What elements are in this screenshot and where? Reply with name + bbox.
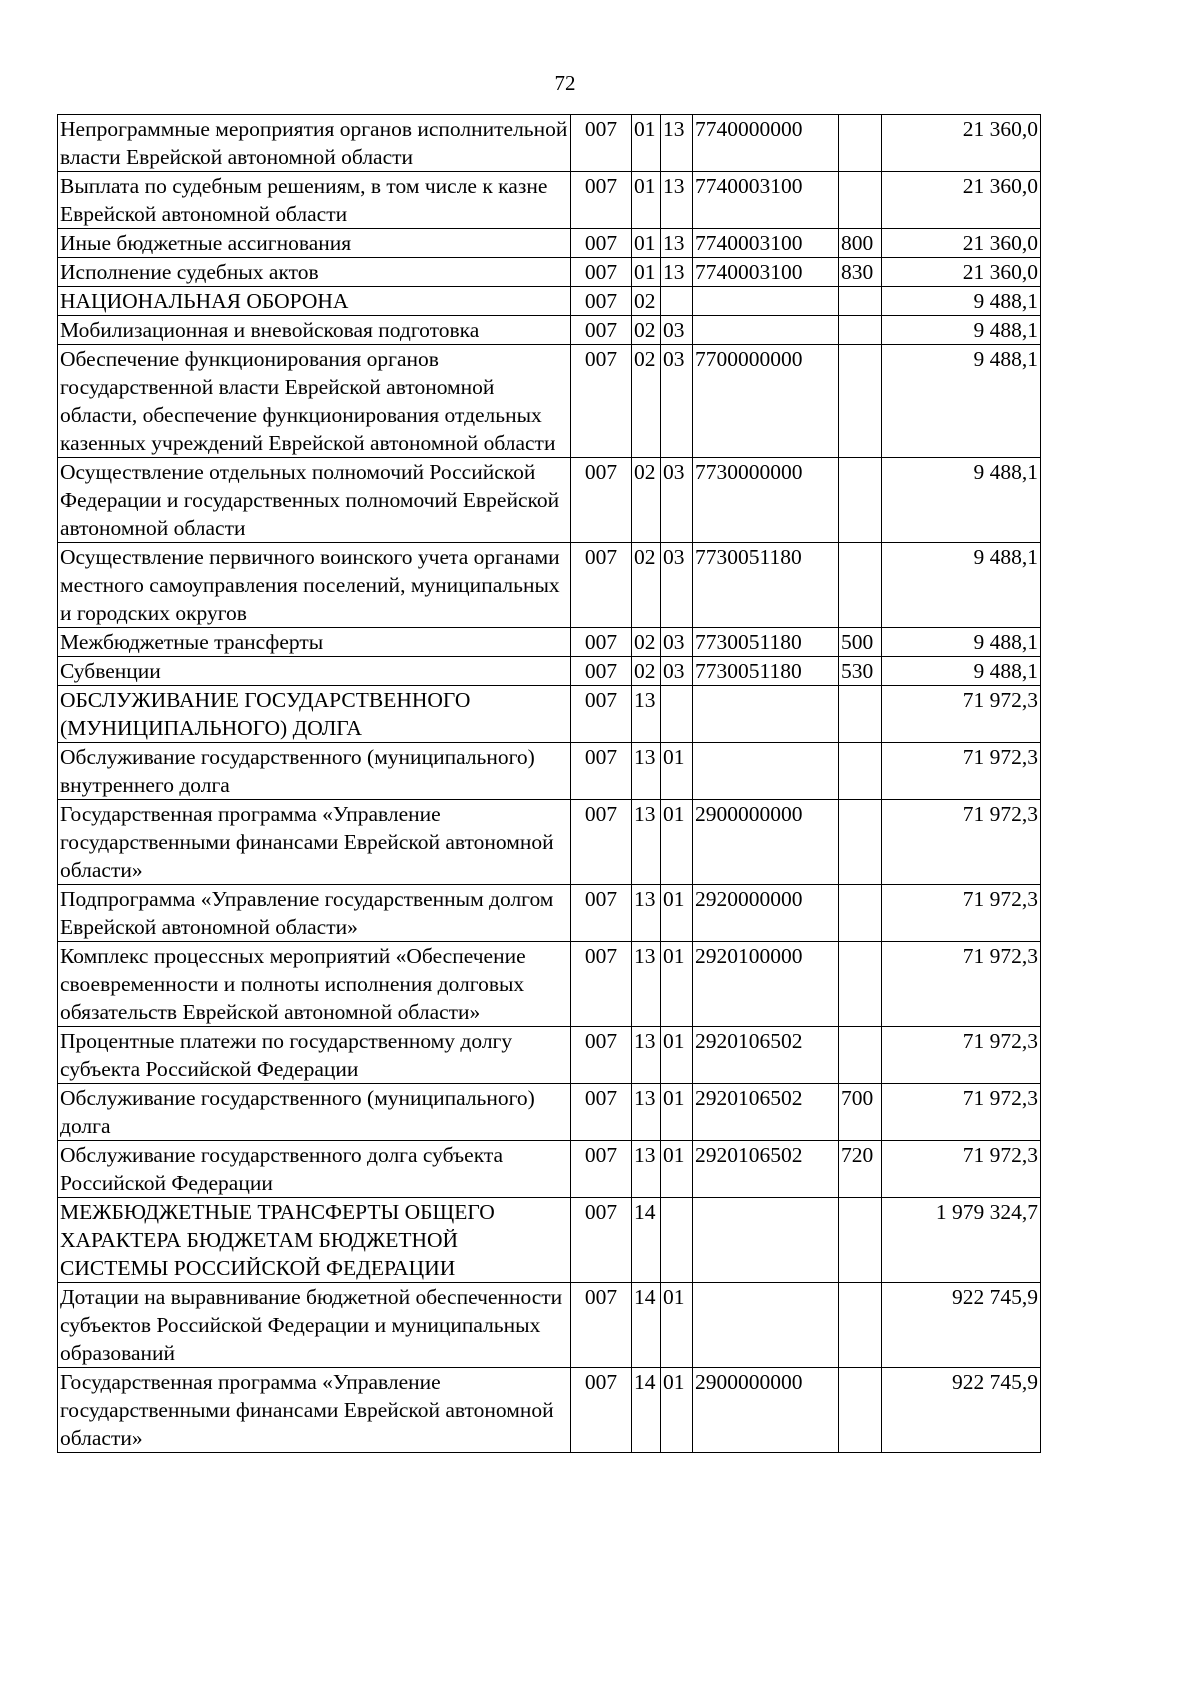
row-sum: 21 360,0 xyxy=(882,229,1041,258)
row-rz-code: 13 xyxy=(632,885,661,942)
row-pr-code xyxy=(661,287,693,316)
row-pr-code: 13 xyxy=(661,258,693,287)
row-vr-code xyxy=(839,345,882,458)
row-rz-code: 14 xyxy=(632,1198,661,1283)
budget-table xyxy=(57,114,1041,1453)
row-rz-code: 01 xyxy=(632,229,661,258)
table-row xyxy=(58,345,1041,458)
row-rz-code: 01 xyxy=(632,172,661,229)
row-rz-code: 02 xyxy=(632,287,661,316)
row-gr-code: 007 xyxy=(571,1141,632,1198)
row-name: Подпрограмма «Управление государственным долгом Еврейской автономной области» xyxy=(58,885,571,942)
row-sum: 71 972,3 xyxy=(882,686,1041,743)
row-gr-code: 007 xyxy=(571,229,632,258)
row-rz-code: 01 xyxy=(632,258,661,287)
table-row xyxy=(58,287,1041,316)
row-csr-code xyxy=(693,287,839,316)
row-pr-code: 03 xyxy=(661,628,693,657)
row-csr-code: 2920106502 xyxy=(693,1027,839,1084)
row-sum: 1 979 324,7 xyxy=(882,1198,1041,1283)
row-name: Выплата по судебным решениям, в том числе к казне Еврейской автономной области xyxy=(58,172,571,229)
row-sum: 922 745,9 xyxy=(882,1283,1041,1368)
row-pr-code xyxy=(661,1198,693,1283)
row-rz-code: 02 xyxy=(632,657,661,686)
table-row xyxy=(58,1198,1041,1283)
row-pr-code: 01 xyxy=(661,743,693,800)
row-vr-code xyxy=(839,1198,882,1283)
row-name: Межбюджетные трансферты xyxy=(58,628,571,657)
row-gr-code: 007 xyxy=(571,1084,632,1141)
row-name: НАЦИОНАЛЬНАЯ ОБОРОНА xyxy=(58,287,571,316)
row-csr-code: 7740003100 xyxy=(693,258,839,287)
row-sum: 71 972,3 xyxy=(882,800,1041,885)
table-row xyxy=(58,1027,1041,1084)
row-rz-code: 13 xyxy=(632,942,661,1027)
row-vr-code: 700 xyxy=(839,1084,882,1141)
row-csr-code xyxy=(693,316,839,345)
row-rz-code: 01 xyxy=(632,115,661,172)
row-csr-code: 7730051180 xyxy=(693,628,839,657)
row-vr-code: 500 xyxy=(839,628,882,657)
row-sum: 9 488,1 xyxy=(882,657,1041,686)
row-rz-code: 14 xyxy=(632,1283,661,1368)
row-rz-code: 02 xyxy=(632,316,661,345)
row-name: Государственная программа «Управление государственными финансами Еврейской автономной области» xyxy=(58,800,571,885)
row-gr-code: 007 xyxy=(571,1027,632,1084)
table-row xyxy=(58,172,1041,229)
row-pr-code: 03 xyxy=(661,316,693,345)
row-gr-code: 007 xyxy=(571,1198,632,1283)
row-pr-code: 01 xyxy=(661,1084,693,1141)
row-vr-code xyxy=(839,458,882,543)
row-pr-code: 01 xyxy=(661,1027,693,1084)
row-rz-code: 13 xyxy=(632,1141,661,1198)
row-pr-code: 01 xyxy=(661,1283,693,1368)
table-row xyxy=(58,229,1041,258)
row-name: Обслуживание государственного (муниципального) долга xyxy=(58,1084,571,1141)
row-name: Мобилизационная и вневойсковая подготовка xyxy=(58,316,571,345)
row-vr-code: 800 xyxy=(839,229,882,258)
table-row xyxy=(58,628,1041,657)
row-sum: 9 488,1 xyxy=(882,628,1041,657)
table-row xyxy=(58,657,1041,686)
row-vr-code xyxy=(839,743,882,800)
row-csr-code: 2920100000 xyxy=(693,942,839,1027)
row-name: Обслуживание государственного долга субъекта Российской Федерации xyxy=(58,1141,571,1198)
row-pr-code: 03 xyxy=(661,657,693,686)
row-name: Осуществление отдельных полномочий Российской Федерации и государственных полномочий Еврейской автономной области xyxy=(58,458,571,543)
row-sum: 21 360,0 xyxy=(882,172,1041,229)
table-row xyxy=(58,258,1041,287)
row-csr-code xyxy=(693,1198,839,1283)
table-row xyxy=(58,1141,1041,1198)
row-vr-code: 720 xyxy=(839,1141,882,1198)
row-gr-code: 007 xyxy=(571,172,632,229)
row-gr-code: 007 xyxy=(571,657,632,686)
row-sum: 21 360,0 xyxy=(882,115,1041,172)
row-gr-code: 007 xyxy=(571,885,632,942)
row-gr-code: 007 xyxy=(571,287,632,316)
row-name: Процентные платежи по государственному долгу субъекта Российской Федерации xyxy=(58,1027,571,1084)
row-vr-code xyxy=(839,172,882,229)
row-sum: 71 972,3 xyxy=(882,885,1041,942)
row-sum: 71 972,3 xyxy=(882,1141,1041,1198)
row-name: Государственная программа «Управление государственными финансами Еврейской автономной области» xyxy=(58,1368,571,1453)
row-pr-code: 01 xyxy=(661,885,693,942)
row-name: Иные бюджетные ассигнования xyxy=(58,229,571,258)
row-vr-code xyxy=(839,942,882,1027)
row-sum: 71 972,3 xyxy=(882,1027,1041,1084)
row-rz-code: 13 xyxy=(632,1084,661,1141)
table-row xyxy=(58,115,1041,172)
row-csr-code: 7740003100 xyxy=(693,229,839,258)
row-sum: 71 972,3 xyxy=(882,942,1041,1027)
row-gr-code: 007 xyxy=(571,258,632,287)
row-gr-code: 007 xyxy=(571,543,632,628)
row-csr-code: 7730000000 xyxy=(693,458,839,543)
row-pr-code: 01 xyxy=(661,1141,693,1198)
row-sum: 9 488,1 xyxy=(882,316,1041,345)
row-pr-code: 03 xyxy=(661,458,693,543)
row-vr-code xyxy=(839,686,882,743)
row-gr-code: 007 xyxy=(571,1368,632,1453)
table-row xyxy=(58,543,1041,628)
row-pr-code xyxy=(661,686,693,743)
row-vr-code xyxy=(839,1368,882,1453)
row-name: Исполнение судебных актов xyxy=(58,258,571,287)
row-name: Обслуживание государственного (муниципального) внутреннего долга xyxy=(58,743,571,800)
row-name: Осуществление первичного воинского учета органами местного самоуправления поселений, муниципальных и городских округов xyxy=(58,543,571,628)
row-name: МЕЖБЮДЖЕТНЫЕ ТРАНСФЕРТЫ ОБЩЕГО ХАРАКТЕРА БЮДЖЕТАМ БЮДЖЕТНОЙ СИСТЕМЫ РОССИЙСКОЙ ФЕДЕРАЦИИ xyxy=(58,1198,571,1283)
table-row xyxy=(58,1084,1041,1141)
row-csr-code: 2900000000 xyxy=(693,1368,839,1453)
row-gr-code: 007 xyxy=(571,316,632,345)
row-csr-code: 2920106502 xyxy=(693,1084,839,1141)
row-vr-code xyxy=(839,316,882,345)
row-pr-code: 03 xyxy=(661,345,693,458)
row-csr-code: 7740003100 xyxy=(693,172,839,229)
row-csr-code xyxy=(693,743,839,800)
row-vr-code xyxy=(839,287,882,316)
row-gr-code: 007 xyxy=(571,628,632,657)
row-csr-code: 7740000000 xyxy=(693,115,839,172)
row-gr-code: 007 xyxy=(571,800,632,885)
row-vr-code: 830 xyxy=(839,258,882,287)
row-csr-code: 7730051180 xyxy=(693,657,839,686)
row-name: Обеспечение функционирования органов государственной власти Еврейской автономной области, обеспечение функционирования отдельных казенных учреждений Еврейской автономной области xyxy=(58,345,571,458)
table-row xyxy=(58,800,1041,885)
row-csr-code: 7730051180 xyxy=(693,543,839,628)
row-csr-code: 2900000000 xyxy=(693,800,839,885)
row-csr-code xyxy=(693,1283,839,1368)
row-vr-code xyxy=(839,1027,882,1084)
row-rz-code: 02 xyxy=(632,345,661,458)
row-gr-code: 007 xyxy=(571,458,632,543)
row-sum: 71 972,3 xyxy=(882,743,1041,800)
row-pr-code: 03 xyxy=(661,543,693,628)
row-csr-code xyxy=(693,686,839,743)
row-rz-code: 14 xyxy=(632,1368,661,1453)
row-sum: 9 488,1 xyxy=(882,287,1041,316)
table-row xyxy=(58,743,1041,800)
page-number: 72 xyxy=(554,71,576,95)
row-vr-code xyxy=(839,1283,882,1368)
row-sum: 71 972,3 xyxy=(882,1084,1041,1141)
row-vr-code xyxy=(839,543,882,628)
table-row xyxy=(58,942,1041,1027)
row-name: Субвенции xyxy=(58,657,571,686)
row-sum: 9 488,1 xyxy=(882,345,1041,458)
row-pr-code: 13 xyxy=(661,115,693,172)
row-pr-code: 01 xyxy=(661,1368,693,1453)
row-rz-code: 02 xyxy=(632,543,661,628)
row-sum: 922 745,9 xyxy=(882,1368,1041,1453)
row-gr-code: 007 xyxy=(571,686,632,743)
table-row xyxy=(58,885,1041,942)
table-row xyxy=(58,316,1041,345)
row-rz-code: 13 xyxy=(632,800,661,885)
table-row xyxy=(58,686,1041,743)
row-csr-code: 7700000000 xyxy=(693,345,839,458)
row-rz-code: 02 xyxy=(632,458,661,543)
row-gr-code: 007 xyxy=(571,345,632,458)
row-pr-code: 01 xyxy=(661,800,693,885)
table-row xyxy=(58,458,1041,543)
row-vr-code xyxy=(839,885,882,942)
row-pr-code: 13 xyxy=(661,229,693,258)
row-vr-code xyxy=(839,115,882,172)
row-name: Непрограммные мероприятия органов исполнительной власти Еврейской автономной области xyxy=(58,115,571,172)
row-name: Дотации на выравнивание бюджетной обеспеченности субъектов Российской Федерации и муниципальных образований xyxy=(58,1283,571,1368)
row-rz-code: 13 xyxy=(632,1027,661,1084)
row-sum: 21 360,0 xyxy=(882,258,1041,287)
row-name: ОБСЛУЖИВАНИЕ ГОСУДАРСТВЕННОГО (МУНИЦИПАЛЬНОГО) ДОЛГА xyxy=(58,686,571,743)
row-gr-code: 007 xyxy=(571,1283,632,1368)
row-sum: 9 488,1 xyxy=(882,543,1041,628)
table-row xyxy=(58,1368,1041,1453)
row-vr-code: 530 xyxy=(839,657,882,686)
row-rz-code: 13 xyxy=(632,686,661,743)
row-sum: 9 488,1 xyxy=(882,458,1041,543)
row-vr-code xyxy=(839,800,882,885)
row-csr-code: 2920106502 xyxy=(693,1141,839,1198)
row-gr-code: 007 xyxy=(571,942,632,1027)
row-gr-code: 007 xyxy=(571,743,632,800)
table-row xyxy=(58,1283,1041,1368)
row-gr-code: 007 xyxy=(571,115,632,172)
row-rz-code: 13 xyxy=(632,743,661,800)
row-pr-code: 13 xyxy=(661,172,693,229)
row-rz-code: 02 xyxy=(632,628,661,657)
row-name: Комплекс процессных мероприятий «Обеспечение своевременности и полноты исполнения долговых обязательств Еврейской автономной области» xyxy=(58,942,571,1027)
row-pr-code: 01 xyxy=(661,942,693,1027)
row-csr-code: 2920000000 xyxy=(693,885,839,942)
